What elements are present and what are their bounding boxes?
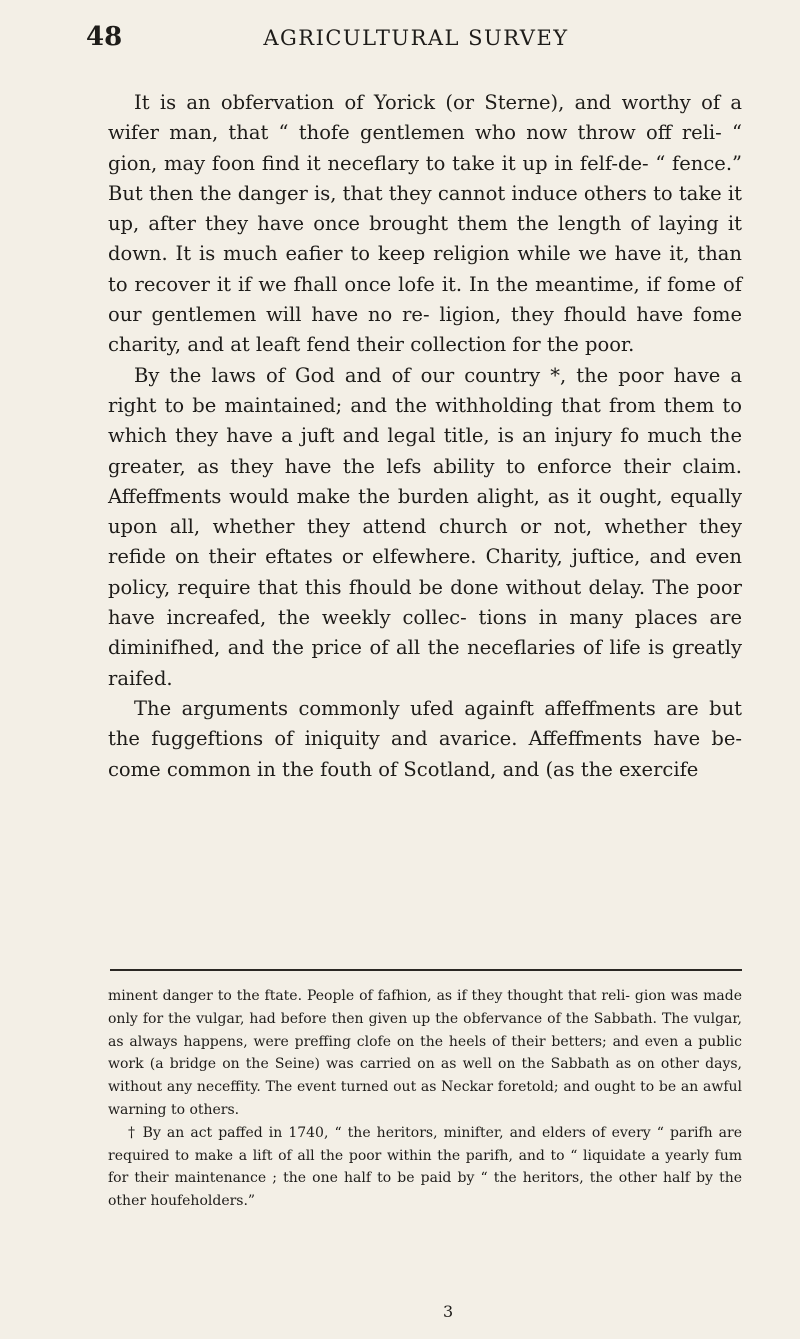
paragraph-1: It is an obfervation of Yorick (or Sterne), and worthy of a wifer man, that “ thofe gentlemen who now throw off reli- “ gion, may foon find it neceflary to take it up in felf-de- “ fence.” But then the danger is, that they cannot induce others to take it up, after they have once brought them the length of laying it down. It is much eafier to keep religion while we have it, than to recover it if we fhall once lofe it. In the meantime, if fome of our gentlemen will have no re- ligion, they fhould have fome charity, and at leaft fend their collection for the poor. bbox=[108, 91, 742, 357]
running-head: AGRICULTURAL SURVEY bbox=[263, 26, 569, 50]
footnote-dagger: † By an act paffed in 1740, “ the heritors, minifter, and elders of every “ parifh are required to make a lift of all the poor within the parifh, and to “ liquidate a yearly fum for their maintenance ; the one half to be paid by “ the heritors, the other half by the other houfeholders.” bbox=[108, 1124, 742, 1210]
page-number: 48 bbox=[86, 22, 123, 52]
paragraph-2: By the laws of God and of our country *, the poor have a right to be maintained; and the withholding that from them to which they have a juft and legal title, is an injury fo much the greater, as they have the lefs ability to enforce their claim. Affeffments would make the burden alight, as it ought, equally upon all, whether they attend church or not, whether they refide on their eftates or elfewhere. Charity, juftice, and even policy, require that this fhould be done without delay. The poor have increafed, the weekly collec- tions in many places are diminifhed, and the price of all the neceflaries of life is greatly raifed. bbox=[108, 363, 742, 690]
page-header bbox=[86, 22, 746, 62]
main-text bbox=[108, 88, 742, 785]
paragraph-3: The arguments commonly ufed againft affeffments are but the fuggeftions of iniquity and avarice. Affeffments have be- come common in the fouth of Scotland, and (as the exercife bbox=[108, 696, 742, 781]
footnote-rule bbox=[110, 969, 742, 971]
footnotes bbox=[108, 985, 742, 1213]
signature-mark: 3 bbox=[443, 1302, 454, 1321]
footnote-continuation: minent danger to the ftate. People of fafhion, as if they thought that reli- gion was made only for the vulgar, had before then given up the obfervance of the Sabbath. The vulgar, as always happens, were preffing clofe on the heels of their betters; and even a public work (a bridge on the Seine) was carried on as well on the Sabbath as on other days, without any neceffity. The event turned out as Neckar foretold; and ought to be an awful warning to others. bbox=[108, 988, 742, 1118]
